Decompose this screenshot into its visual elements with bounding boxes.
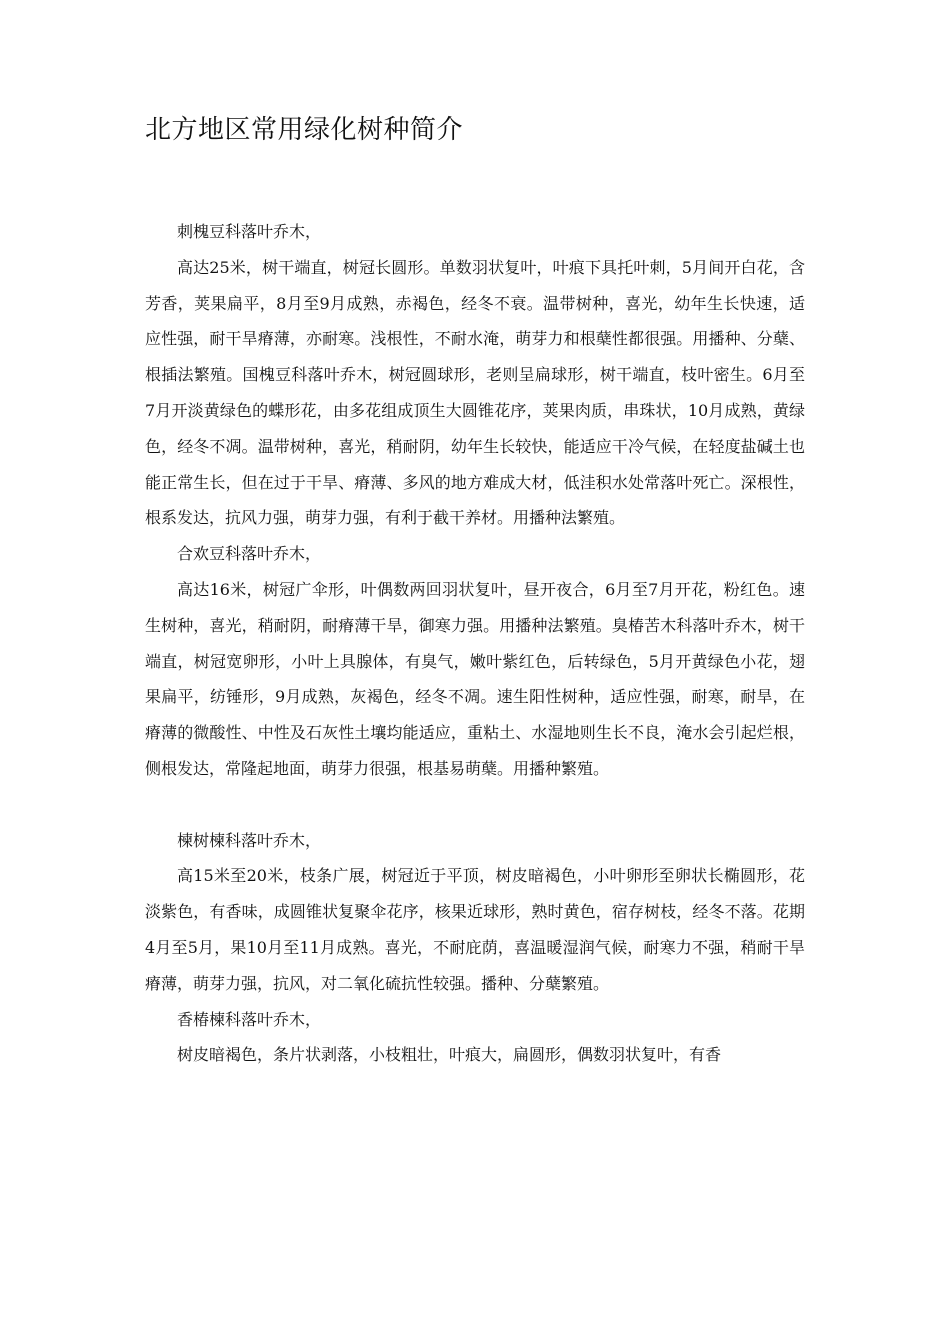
section-text-xiangchun: 树皮暗褐色，条片状剥落，小枝粗壮，叶痕大，扁圆形，偶数羽状复叶，有香: [177, 1045, 722, 1065]
blank-line: [145, 787, 805, 823]
document-title: 北方地区常用绿化树种简介: [145, 115, 464, 145]
section-heading-lianshu: 楝树楝科落叶乔木，: [177, 830, 322, 850]
section-text-ciahuai: 高达25米，树干端直，树冠长圆形。单数羽状复叶，叶痕下具托叶刺，5月间开白花，含芳香，荚果扁平，8月至9月成熟，赤褐色，经冬不衰。温带树种，喜光，幼年生长快速，适应性强，耐干旱瘠薄，亦耐寒。浅根性，不耐水淹，萌芽力和根蘖性都很强。用播种、分蘖、根插法繁殖。国槐豆科落叶乔木，树冠圆球形，老则呈扁球形，树干端直，枝叶密生。6月至7月开淡黄绿色的蝶形花，由多花组成顶生大圆锥花序，荚果肉质，串珠状，10月成熟，黄绿色，经冬不凋。温带树种，喜光，稍耐阴，幼年生长较快，能适应干冷气候，在轻度盐碱土也能正常生长，但在过于干旱、瘠薄、多风的地方难成大材，低洼积水处常落叶死亡。深根性，根系发达，抗风力强，萌芽力强，有利于截干养材。用播种法繁殖。: [145, 257, 805, 528]
section-heading-ciahuai: 刺槐豆科落叶乔木，: [177, 222, 322, 241]
section-text-lianshu: 高15米至20米，枝条广展，树冠近于平顶，树皮暗褐色，小叶卵形至卵状长椭圆形，花淡紫色，有香味，成圆锥状复聚伞花序，核果近球形，熟时黄色，宿存树枝，经冬不落。花期4月至5月，果10月至11月成熟。喜光，不耐庇荫，喜温暖湿润气候，耐寒力不强，稍耐干旱瘠薄，萌芽力强，抗风，对二氧化硫抗性较强。播种、分蘖繁殖。: [145, 866, 805, 993]
section-heading-hehuan: 合欢豆科落叶乔木，: [177, 544, 322, 564]
section-heading-xiangchun: 香椿楝科落叶乔木，: [177, 1009, 322, 1029]
document-body: [145, 214, 805, 1073]
section-text-hehuan: 高达16米，树冠广伞形，叶偶数两回羽状复叶，昼开夜合，6月至7月开花，粉红色。速生树种，喜光，稍耐阴，耐瘠薄干旱，御寒力强。用播种法繁殖。臭椿苦木科落叶乔木，树干端直，树冠宽卵形，小叶上具腺体，有臭气，嫩叶紫红色，后转绿色，5月开黄绿色小花，翅果扁平，纺锤形，9月成熟，灰褐色，经冬不凋。速生阳性树种，适应性强，耐寒，耐旱，在瘠薄的微酸性、中性及石灰性土壤均能适应，重粘土、水湿地则生长不良，淹水会引起烂根，侧根发达，常隆起地面，萌芽力很强，根基易萌蘖。用播种繁殖。: [145, 579, 805, 778]
